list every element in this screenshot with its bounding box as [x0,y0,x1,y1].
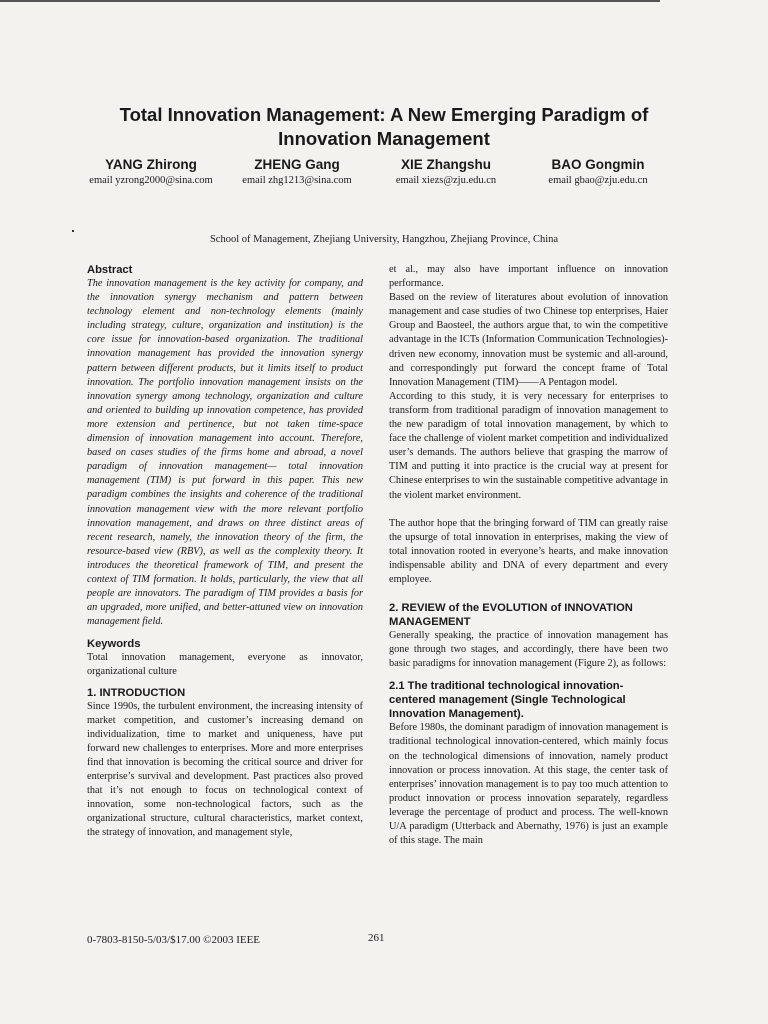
affiliation: School of Management, Zhejiang University, Hangzhou, Zhejiang Province, China [209,234,559,245]
title-line-2: Innovation Management [278,128,490,149]
section-2-text: Generally speaking, the practice of innovation management has gone through two stages, and accordingly, there have been two basic paradigms for innovation management (Figure 2), as follows: [389,630,668,670]
top-rule [0,0,660,2]
right-column [389,263,668,848]
author-name: XIE Zhangshu [400,157,491,172]
paragraph-continuation: et al., may also have important influence on innovation performance. [389,264,668,290]
author-block-3 [381,156,511,188]
author-name: YANG Zhirong [105,157,197,172]
author-email: email xiezs@zju.edu.cn [395,175,497,186]
author-block-1 [86,156,216,188]
author-name: BAO Gongmin [551,157,645,172]
keywords-heading: Keywords [87,638,141,651]
introduction-heading: 1. INTRODUCTION [87,686,186,699]
scan-speck [72,230,74,232]
author-name: ZHENG Gang [254,157,340,172]
abstract-text: The innovation management is the key activity for company, and the innovation synergy mechanism and pattern between technology element and non-technology elements (mainly including strategy, culture, organization and institution) is the core issue for innovation-based organization. The traditional innovation management has provided the innovation synergy pattern between different products, but it limits itself to product innovation. The portfolio innovation management insists on the innovation synergy among technology, organization and culture and oriented to building up innovation competence, has provided more extension and pertinence, but not taken time-space dimension of innovation management into account. Therefore, based on cases studies of the firms home and abroad, a novel paradigm of innovation management— total innovation management (TIM) is put forward in this paper. This new paradigm combines the insights and coherence of the traditional innovation management view with the more relevant portfolio innovation management, and draws on three distinct areas of recent research, namely, the innovation theory of the firm, the resource-based view (RBV), as well as the complexity theory. It introduces the theoretical framework of TIM, and present the context of TIM formation. It holds, particularly, the view that all people are innovators. The paradigm of TIM provides a basis for an upgraded, more unified, and better-attuned view on innovation management field. [87,278,363,628]
paragraph-review: Based on the review of literatures about evolution of innovation management and case studies of two Chinese top enterprises, Haier Group and Baosteel, the authors argue that, to win the competitive advantage in the ICTs (Information Communication Technologies)-driven new economy, innovation must be systemic and all-around, and correspondingly put forward the concept frame of Total Innovation Management (TIM)——A Pentagon model. [389,292,668,388]
paper-title [60,103,708,151]
author-email: email gbao@zju.edu.cn [548,175,648,186]
author-email: email yzrong2000@sina.com [89,175,213,186]
author-email: email zhg1213@sina.com [242,175,352,186]
abstract-heading: Abstract [87,264,133,276]
section-2-1-heading: 2.1 The traditional technological innovation-centered management (Single Technological Innovation Management). [389,680,626,721]
paragraph-study: According to this study, it is very necessary for enterprises to transform from traditional paradigm of innovation management to the new paradigm of total innovation management, by which to face the challenge of violent market competition and individualized user’s demands. The authors believe that grasping the marrow of TIM and putting it into practice is the crucial way at present for Chinese enterprises to win the sustainable competitive advantage in the violent market environment. [389,390,668,501]
left-column [87,263,363,840]
section-2-1-text: Before 1980s, the dominant paradigm of innovation management is traditional technological innovation-centered, which mainly focus on the technological dimensions of innovation, namely product innovation or process innovation. At this stage, the center task of enterprises’ innovation management is to pay too much attention to product innovation or process innovation separately, regardless leverage the percentage of product and process. The well-known U/A paradigm (Utterback and Abernathy, 1976) is just an example of this stage. The main [389,722,668,847]
page-number: 261 [368,932,385,944]
keywords-text: Total innovation management, everyone as innovator, organizational culture [87,652,363,678]
author-block-2 [232,156,362,188]
introduction-text: Since 1990s, the turbulent environment, the increasing intensity of market competition, and customer’s increasing demand on individualization, time to market and uniqueness, have put forward new challenges to enterprises. More and more enterprises find that innovation is becoming the critical source and driver for enterprise’s survival and development. Past practices also proved that it’s not enough to focus on technological context of innovation, some non-technological factors, such as the organizational structure, cultural characteristics, market context, the strategy of innovation, and management style, [87,700,363,839]
copyright-line: 0-7803-8150-5/03/$17.00 ©2003 IEEE [87,934,261,946]
section-2-heading: 2. REVIEW of the EVOLUTION of INNOVATION MANAGEMENT [389,602,633,629]
title-line-1: Total Innovation Management: A New Emerging Paradigm of [119,104,649,125]
paragraph-hope: The author hope that the bringing forward of TIM can greatly raise the upsurge of total innovation in enterprises, making the view of total innovation rooted in everyone’s hearts, and make innovation indispensable ability and DNA of every department and every employee. [389,517,668,585]
author-block-4 [531,156,665,188]
